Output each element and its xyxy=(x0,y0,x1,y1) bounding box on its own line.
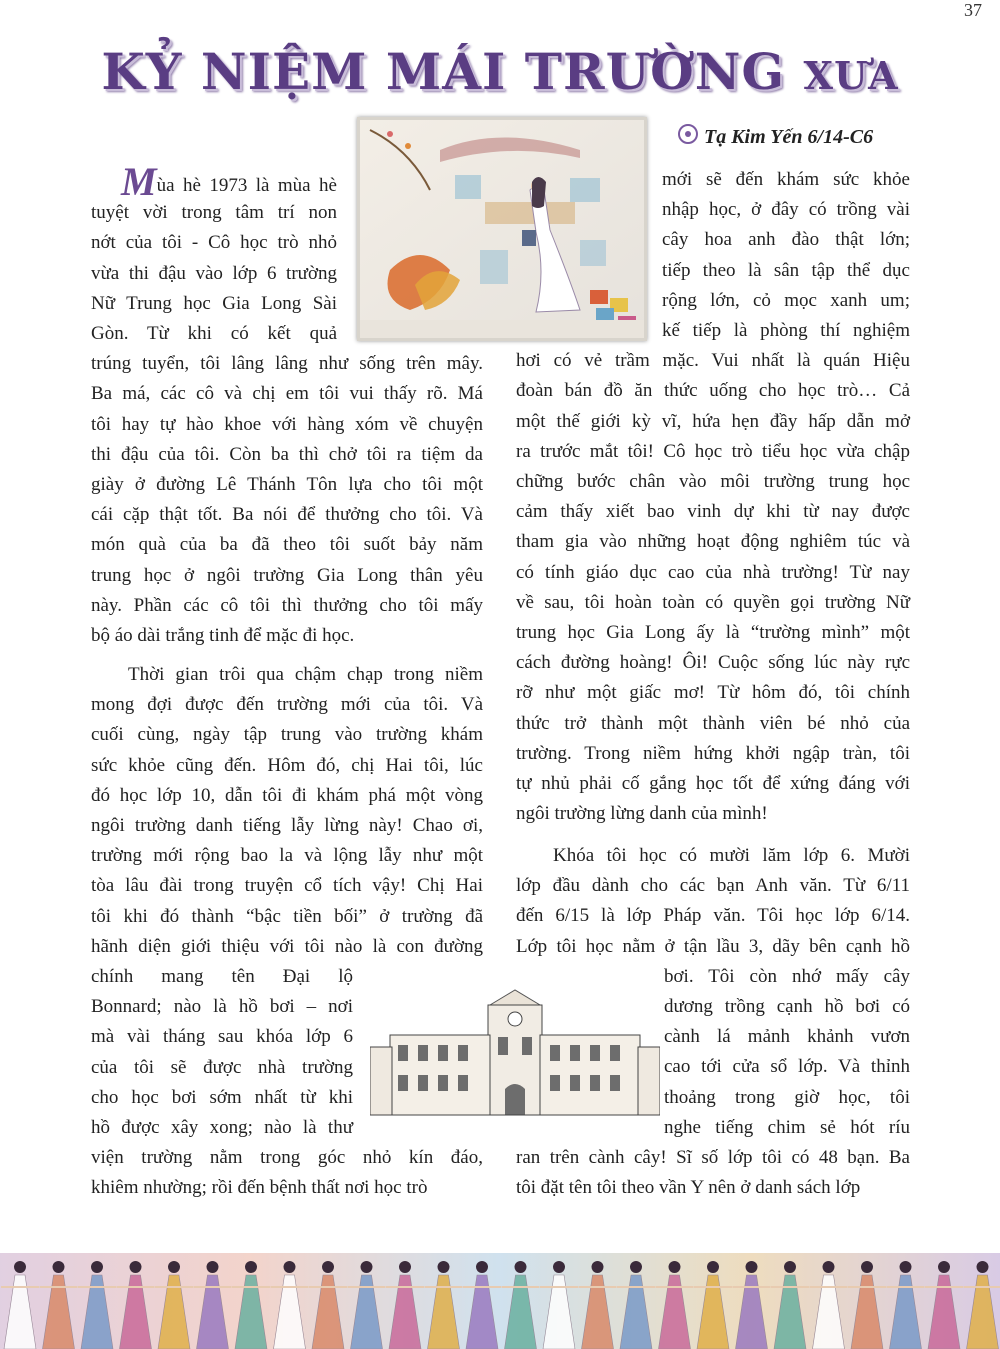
right-line: tham gia vào những hoạt động nghiêm túc và xyxy=(516,531,910,553)
right-line: tôi đặt tên tôi theo vần Y nên ở danh sách lớp xyxy=(516,1177,861,1199)
left-line: cho học bơi sớm nhất từ khi xyxy=(91,1086,353,1108)
dancer-head xyxy=(938,1261,950,1273)
author-name: Tạ Kim Yến 6/14-C6 xyxy=(704,126,874,148)
school-building-sketch xyxy=(370,985,660,1120)
title-main: KỶ NIỆM MÁI TRƯỜNG xyxy=(101,42,786,101)
schoolgirl-painting xyxy=(357,117,647,341)
right-line: nghe tiếng chim sẻ hót ríu xyxy=(664,1116,910,1138)
dancer-head xyxy=(322,1261,334,1273)
left-line: Ba má, các cô và chị em tôi vui thấy rõ. Má xyxy=(91,383,483,405)
left-line: giày ở đường Lê Thánh Tôn lựa cho tôi một xyxy=(91,474,483,495)
dancer-head xyxy=(784,1261,796,1273)
title-tail: XƯA xyxy=(803,53,899,98)
left-line: khiêm nhường; rồi đến bệnh thất nơi học trò xyxy=(91,1177,428,1199)
left-line: Bonnard; nào là hồ bơi – nơi xyxy=(91,996,353,1018)
left-line: nớt của tôi - Cô học trò nhỏ xyxy=(91,232,337,254)
dancer-head xyxy=(515,1261,527,1273)
left-line: bộ áo dài trắng tinh để mặc đi học. xyxy=(91,625,355,646)
right-line: một thế giới kỳ vĩ, hứa hẹn đầy hấp dẫn mở xyxy=(516,410,910,432)
dancer-head xyxy=(245,1261,257,1273)
dancer-head xyxy=(669,1261,681,1273)
left-line: Nữ Trung học Gia Long Sài xyxy=(91,292,337,314)
dancer-head xyxy=(207,1261,219,1273)
right-line: ra trước mắt tôi! Cô học trò tiểu học vừa chập xyxy=(516,440,910,462)
left-line: Thời gian trôi qua chậm chạp trong niềm xyxy=(128,664,483,685)
right-line: cao tới cửa sổ lớp. Và thỉnh xyxy=(664,1056,910,1078)
dancing-girls-footer xyxy=(0,1253,1000,1349)
dancer-head xyxy=(476,1261,488,1273)
left-line: của tôi sẽ được nhà trường xyxy=(91,1056,353,1078)
dancer-head xyxy=(361,1261,373,1273)
left-line: cuối cùng, ngày tập trung vào trường khám xyxy=(91,724,483,746)
left-line: cái cặp thật tốt. Ba nói để thưởng cho tôi. Và xyxy=(91,504,483,526)
left-line: tôi khi đó thành “bậc tiền bối” ở trường đã xyxy=(91,905,483,927)
right-line: dương trồng cạnh hồ bơi có xyxy=(664,996,910,1017)
dancer-head xyxy=(746,1261,758,1273)
dancer-head xyxy=(630,1261,642,1273)
right-line: tự nhủ phải cố gắng học tốt để xứng đáng với xyxy=(516,773,910,794)
left-line: ngôi trường danh tiếng lẫy lừng này! Chao ơi, xyxy=(91,815,483,836)
right-line: cây hoa anh đào thật lớn; xyxy=(662,229,910,251)
dancer-head xyxy=(53,1261,65,1273)
left-line: hãnh diện giới thiệu với tôi nào là con đường xyxy=(91,935,483,957)
dancer-head xyxy=(91,1261,103,1273)
right-line: ngôi trường lừng danh của mình! xyxy=(516,803,768,825)
right-line: chững bước chân vào môi trường trung học xyxy=(516,471,910,492)
left-line: mà vài tháng sau khóa lớp 6 xyxy=(91,1026,353,1048)
right-line: trường. Trong niềm hứng khởi ngập tràn, tôi xyxy=(516,742,910,764)
dancer-head xyxy=(861,1261,873,1273)
left-line: này. Phần các cô tôi thì thưởng cho tôi mấy xyxy=(91,594,483,616)
left-line: món quà của ba đã theo tôi suốt bảy năm xyxy=(91,534,483,556)
right-line: đoàn bán đồ ăn thức uống cho học trò… Cả xyxy=(516,380,910,402)
right-line: mới sẽ đến khám sức khỏe xyxy=(662,169,910,190)
dancer-head xyxy=(553,1261,565,1273)
left-line: Gòn. Từ khi có kết quả xyxy=(91,323,337,344)
right-line: bơi. Tôi còn nhớ mấy cây xyxy=(664,965,910,987)
left-line: tuyệt vời trong tâm trí non xyxy=(91,202,337,224)
right-line: cách đường hoàng! Ôi! Cuộc sống lúc này rực xyxy=(516,652,910,674)
right-line: ran trên cành cây! Sĩ số lớp tôi có 48 bạn. Ba xyxy=(516,1147,910,1168)
dancer-head xyxy=(284,1261,296,1273)
right-line: hơi có vẻ trầm mặc. Vui nhất là quán Hiệu xyxy=(516,350,910,372)
right-line: có tính giáo dục cao của nhà trường! Từ nay xyxy=(516,561,910,583)
left-line: sức khỏe cũng đến. Hôm đó, chị Hai tôi, lúc xyxy=(91,754,483,776)
left-line: tòa lâu đài trong truyện cổ tích vậy! Chị Hai xyxy=(91,875,483,897)
right-line: tiếp theo là sân tập thể dục xyxy=(662,259,910,281)
dancer-head xyxy=(900,1261,912,1273)
left-line: trung học ở ngôi trường Gia Long thân yêu xyxy=(91,564,483,586)
right-line: rộng lớn, cỏ mọc xanh um; xyxy=(662,289,910,311)
left-line: trúng tuyển, tôi lâng lâng như sống trên mây. xyxy=(91,353,483,375)
drop-cap: M xyxy=(121,159,157,204)
dancer-head xyxy=(168,1261,180,1273)
right-line: Lớp tôi học nằm ở tận lầu 3, dãy bên cạnh hồ xyxy=(516,935,910,957)
left-line: viện trường nằm trong góc nhỏ kín đáo, xyxy=(91,1147,483,1169)
dancer-head xyxy=(438,1261,450,1273)
left-line: thi đậu của tôi. Còn ba thì chở tôi ra tiệm da xyxy=(91,443,483,465)
left-line: tôi hay tự hào khoe với hàng xóm về chuyện xyxy=(91,413,483,435)
right-line: cảm thấy xiết bao vinh dự khi từ nay được xyxy=(516,501,910,523)
right-line: về sau, tôi hoàn toàn có quyền gọi trường Nữ xyxy=(516,591,910,613)
dancer-head xyxy=(823,1261,835,1273)
right-line: cành lá mảnh khảnh vươn xyxy=(664,1026,910,1048)
right-line: thức trở thành một thành viên bé nhỏ của xyxy=(516,712,910,734)
left-line: hồ được xây xong; nào là thư xyxy=(91,1117,353,1138)
right-line: đến 6/15 là lớp Pháp văn. Tôi học lớp 6/14. xyxy=(516,905,910,927)
right-line: nhập học, ở đây có trồng vài xyxy=(662,199,910,221)
article-title xyxy=(0,42,1000,101)
right-line: rỡ như một giấc mơ! Từ hôm đó, tôi chính xyxy=(516,682,910,704)
right-line: Khóa tôi học có mười lăm lớp 6. Mười xyxy=(553,845,910,866)
dancer-head xyxy=(977,1261,989,1273)
right-line: thoảng trong giờ học, tôi xyxy=(664,1086,910,1108)
flower-icon xyxy=(678,124,698,144)
dancer-head xyxy=(707,1261,719,1273)
left-line: mong đợi được đến trường mới của tôi. Và xyxy=(91,694,483,716)
page-number: 37 xyxy=(964,0,982,20)
left-line: trường mới rộng bao la và lộng lẫy như một xyxy=(91,845,483,867)
right-line: kế tiếp là phòng thí nghiệm xyxy=(662,320,910,341)
right-line: lớp đầu dành cho các bạn Anh văn. Từ 6/11 xyxy=(516,875,910,897)
left-line: vừa thi đậu vào lớp 6 trường xyxy=(91,262,337,284)
dancer-head xyxy=(14,1261,26,1273)
left-line: chính mang tên Đại lộ xyxy=(91,966,353,987)
dancer-head xyxy=(592,1261,604,1273)
right-line: trung học Gia Long ấy là “trường mình” một xyxy=(516,622,910,643)
dancer-head xyxy=(399,1261,411,1273)
left-line: đó học lớp 10, dẫn tôi đi khám phá một vòng xyxy=(91,784,483,806)
dancer-head xyxy=(130,1261,142,1273)
author-byline xyxy=(678,123,873,149)
left-line: Mùa hè 1973 là mùa hè xyxy=(121,159,337,204)
